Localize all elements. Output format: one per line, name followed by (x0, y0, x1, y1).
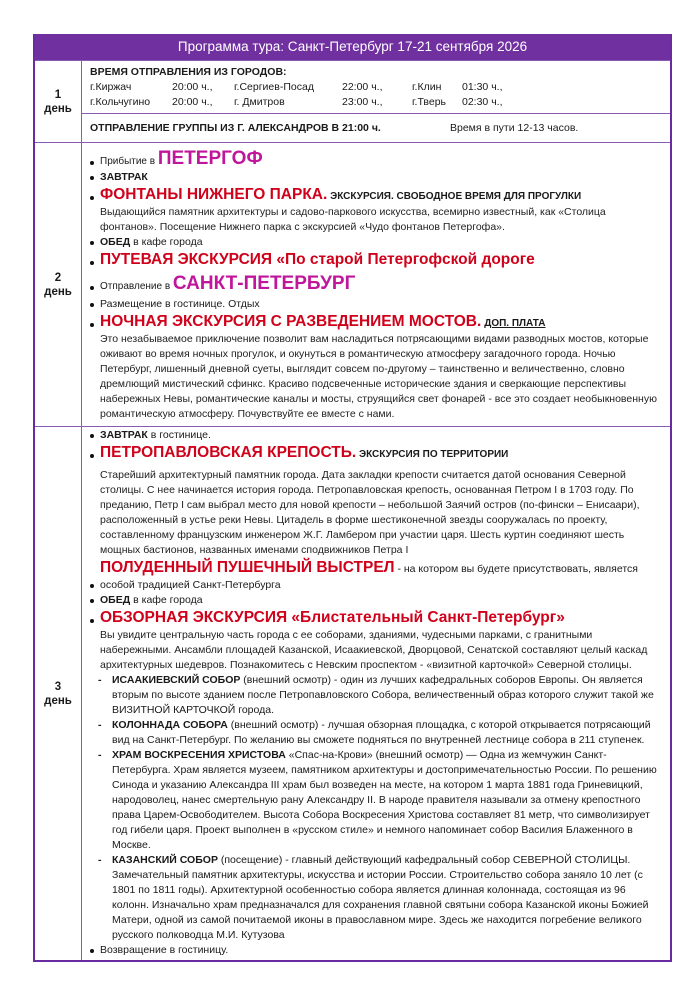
list-item: Прибытие в ПЕТЕРГОФ (90, 148, 662, 170)
city-name: г.Клин (412, 81, 442, 93)
list-item: Размещение в гостинице. Отдых (90, 297, 662, 312)
list-item: ПЕТРОПАВЛОВСКАЯ КРЕПОСТЬ. ЭКСКУРСИЯ ПО ТЕРРИТОРИИ (90, 443, 662, 463)
day-label: день (44, 102, 72, 115)
sight-item: - КАЗАНСКИЙ СОБОР (посещение) - главный действующий кафедральный собор СЕВЕРНОЙ СТОЛИЦЫ. Замечательный памятник архитектуры, искусства и истории России. Строительство собора заняло 10 лет (с 1801 по 1811 годы). Архитектурной особенностью собора является длинная колоннада, состоящая из 96 колонн. Изначально храм предназначался для сохранения главной святыни собора Казанской иконы Божией Матери, одной из самой почитаемой иконы в православном мире. Здесь же находится погребение великого русского полководца М.И. Кутузова (90, 853, 662, 943)
list-item: ЗАВТРАК в гостинице. (90, 428, 662, 443)
list-item: ФОНТАНЫ НИЖНЕГО ПАРКА. ЭКСКУРСИЯ. СВОБОДНОЕ ВРЕМЯ ДЛЯ ПРОГУЛКИ (90, 185, 662, 205)
day-row-2 (35, 142, 670, 426)
city-name: г. Дмитров (234, 96, 285, 108)
group-departure: ОТПРАВЛЕНИЕ ГРУППЫ ИЗ Г. АЛЕКСАНДРОВ В 21:00 ч. (90, 122, 381, 134)
city-tour-description: Вы увидите центральную часть города с ее соборами, зданиями, чудесными парками, с гранитными набережными. Ансамбли площадей Казанской, Исаакиевской, Дворцовой, Сенатской составляют целый каскад архитектурных шедевров. Познакомитесь с Невским проспектом - «визитной карточкой» Северной столицы. (100, 629, 648, 671)
day-3-list (90, 428, 662, 463)
fortress-title: ПЕТРОПАВЛОВСКАЯ КРЕПОСТЬ. (100, 444, 357, 461)
city-time: 20:00 ч., (172, 81, 213, 93)
day-content (82, 61, 670, 142)
list-item: ОБЕД в кафе города (90, 235, 662, 250)
city-name: г.Сергиев-Посад (234, 81, 314, 93)
city-name: г.Киржач (90, 81, 132, 93)
list-item: Отправление в САНКТ-ПЕТЕРБУРГ (90, 273, 662, 295)
day-number: 1 (54, 88, 62, 101)
list-item (90, 608, 662, 628)
day-label: день (44, 285, 72, 298)
travel-time: Время в пути 12-13 часов. (450, 122, 579, 134)
day-number: 3 (54, 680, 62, 693)
city-name: г.Тверь (412, 96, 447, 108)
page-title: Программа тура: Санкт-Петербург 17-21 сентября 2026 (35, 34, 670, 60)
cannon-title: ПОЛУДЕННЫЙ ПУШЕЧНЫЙ ВЫСТРЕЛ (100, 559, 395, 576)
list-item (90, 250, 662, 270)
list-item: ОБЕД в кафе города (90, 593, 662, 608)
city-time: 22:00 ч., (342, 81, 383, 93)
sight-name: КАЗАНСКИЙ СОБОР (112, 854, 218, 866)
list-item: Возвращение в гостиницу. (90, 943, 662, 958)
day-3-list-cont (90, 558, 662, 628)
sight-item: - КОЛОННАДА СОБОРА (внешний осмотр) - лучшая обзорная площадка, с которой открывается потрясающий вид на Санкт-Петербург. По желанию вы сможете подняться по внутренней лестнице собора в 211 ступенек. (90, 718, 662, 748)
departure-heading: ВРЕМЯ ОТПРАВЛЕНИЯ ИЗ ГОРОДОВ: (90, 66, 287, 78)
day-2-list (90, 148, 662, 205)
road-tour-title: ПУТЕВАЯ ЭКСКУРСИЯ «По старой Петергофской дороге (100, 251, 535, 268)
city-time: 02:30 ч., (462, 96, 503, 108)
day-row-3 (35, 426, 670, 960)
day-cell (35, 61, 82, 142)
list-item (90, 312, 662, 332)
extra-charge-label: ДОП. ПЛАТА (484, 318, 546, 329)
sight-item: - ИСААКИЕВСКИЙ СОБОР (внешний осмотр) - один из лучших кафедральных соборов Европы. Он является вторым по высоте зданием после Петропавловского Собора, величественный образ которого служит такой же ВИЗИТНОЙ КАРТОЧКОЙ города. (90, 673, 662, 718)
list-item: ЗАВТРАК (90, 170, 662, 185)
city-tour-title: ОБЗОРНАЯ ЭКСКУРСИЯ «Блистательный Санкт-Петербург» (100, 609, 565, 626)
city-time: 23:00 ч., (342, 96, 383, 108)
day-number: 2 (54, 271, 62, 284)
group-departure-row (82, 113, 670, 142)
sight-name: ХРАМ ВОСКРЕСЕНИЯ ХРИСТОВА (112, 749, 286, 761)
fountains-description: Выдающийся памятник архитектуры и садово-паркового искусства, всемирно известный, как «Столица фонтанов». Посещение Нижнего парка с экскурсией «Чудо фонтанов Петергофа». (100, 206, 606, 233)
place-spb: САНКТ-ПЕТЕРБУРГ (172, 273, 356, 294)
fountains-title: ФОНТАНЫ НИЖНЕГО ПАРКА. (100, 186, 328, 203)
day-cell (35, 143, 82, 426)
night-tour-description: Это незабываемое приключение позволит вам насладиться потрясающими видами разводных мостов, которые оживают во время ночных прогулок, и окунуться в романтическую атмосферу загадочного города. Ночью Петербург, лишенный дневной суеты, выглядит совсем по-другому – таинственно и величественно, словно дремлющий мистический сфинкс. Красиво подсвеченные исторические здания и сверкающие перспективы набережных Невы, романтические каналы и мосты, струящийся свет фонарей - все это создает необыкновенную романтическую атмосферу. Почувствуйте ее вместе с нами. (100, 333, 657, 420)
day-row-1 (35, 60, 670, 142)
night-tour-title: НОЧНАЯ ЭКСКУРСИЯ С РАЗВЕДЕНИЕМ МОСТОВ. (100, 313, 482, 330)
sight-name: ИСААКИЕВСКИЙ СОБОР (112, 674, 241, 686)
day-label: день (44, 694, 72, 707)
city-time: 20:00 ч., (172, 96, 213, 108)
departure-cities (90, 80, 662, 110)
fortress-description: Старейший архитектурный памятник города. Дата закладки крепости считается датой основания Северной столицы. С нее начинается история города. Петропавловская крепость, основанная Петром I в 1703 году. По преданию, Петр I сам выбрал место для новой крепости – небольшой Заячий остров (по-фински – Енисаари), расположенный в устье реки Невы. Цитадель в форме шестиконечной звезды сооружалась по проекту, составленному французским инженером Ж.Г. Ламбером при участии царя. Шесть куртин соединяют шесть мощных бастионов, названных именами сподвижников Петра I (100, 469, 640, 556)
day-content (82, 427, 670, 960)
sight-item: - ХРАМ ВОСКРЕСЕНИЯ ХРИСТОВА «Спас-на-Крови» (внешний осмотр) — Одна из жемчужин Санкт-Петербурга. Храм является музеем, памятником архитектуры и достопримечательностью России. По решению Синода и указанию Александра III храм был возведен на месте, на котором 1 марта 1881 года Гриневицкий, народоволец, нанес смертельную рану Александру II. В народе правителя называли за отмену крепостного права Царем-Освободителем. Высота Собора Воскресения Христова составляет 81 метр, что символизирует год гибели царя. Проект выполнен в «русском стиле» и немного напоминает собор Василия Блаженного в Москве. (90, 748, 662, 853)
tour-program-table (33, 34, 672, 962)
city-name: г.Кольчугино (90, 96, 151, 108)
list-item: ПОЛУДЕННЫЙ ПУШЕЧНЫЙ ВЫСТРЕЛ - на котором вы будете присутствовать, является особой традицией Санкт-Петербурга (90, 558, 662, 593)
sight-name: КОЛОННАДА СОБОРА (112, 719, 228, 731)
day-3-list-end (90, 943, 662, 958)
city-time: 01:30 ч., (462, 81, 503, 93)
sights-list (90, 673, 662, 943)
day-2-list-cont (90, 235, 662, 332)
day-cell (35, 427, 82, 960)
place-peterhof: ПЕТЕРГОФ (157, 148, 263, 169)
day-content (82, 143, 670, 426)
